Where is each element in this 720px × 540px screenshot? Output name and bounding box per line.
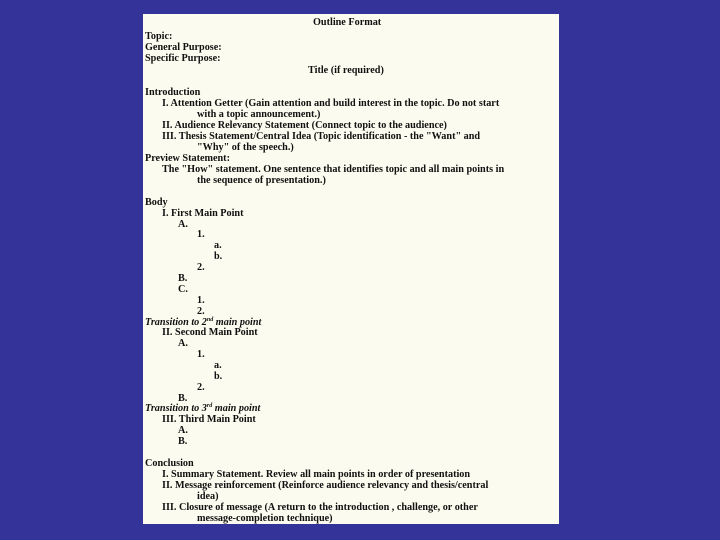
- second-subpoint-b: B.: [178, 393, 188, 404]
- summary-statement: I. Summary Statement. Review all main points in order of presentation: [162, 469, 471, 480]
- preview-line-2: the sequence of presentation.): [197, 175, 326, 186]
- transition-2nd-tail: main point: [213, 317, 262, 328]
- closure-of-message: III. Closure of message (A return to the introduction , challenge, or other: [162, 502, 478, 513]
- third-subpoint-b: B.: [178, 436, 188, 447]
- thesis-statement: III. Thesis Statement/Central Idea (Topic identification - the "Want" and: [162, 131, 481, 142]
- attention-getter-cont: with a topic announcement.): [197, 109, 321, 120]
- body-heading: Body: [145, 197, 168, 208]
- second-a-item-2: 2.: [197, 382, 205, 393]
- first-a-1-item-a: a.: [214, 240, 222, 251]
- third-main-point: III. Third Main Point: [162, 414, 256, 425]
- topic-label: Topic:: [145, 31, 173, 42]
- first-main-point: I. First Main Point: [162, 208, 244, 219]
- transition-3rd: [145, 403, 260, 414]
- message-reinforcement-cont: idea): [197, 491, 219, 502]
- audience-relevancy: II. Audience Relevancy Statement (Connect topic to the audience): [162, 120, 447, 131]
- preview-heading: Preview Statement:: [145, 153, 230, 164]
- introduction-heading: Introduction: [145, 87, 201, 98]
- first-a-1-item-b: b.: [214, 251, 223, 262]
- second-main-point: II. Second Main Point: [162, 327, 258, 338]
- transition-2nd-text: Transition to 2: [145, 317, 207, 328]
- transition-3rd-text: Transition to 3: [145, 403, 207, 414]
- preview-line-1: The "How" statement. One sentence that identifies topic and all main points in: [162, 164, 505, 175]
- general-purpose-label: General Purpose:: [145, 42, 222, 53]
- conclusion-heading: Conclusion: [145, 458, 194, 469]
- title-label: Title (if required): [308, 65, 384, 76]
- specific-purpose-label: Specific Purpose:: [145, 53, 221, 64]
- first-a-item-2: 2.: [197, 262, 205, 273]
- attention-getter: I. Attention Getter (Gain attention and build interest in the topic. Do not start: [162, 98, 500, 109]
- outline-page: [143, 14, 559, 524]
- second-a-1-item-b: b.: [214, 371, 223, 382]
- transition-2nd-sup: nd: [206, 317, 214, 323]
- second-a-1-item-a: a.: [214, 360, 222, 371]
- page-title: Outline Format: [313, 17, 382, 28]
- first-c-item-2: 2.: [197, 306, 205, 317]
- third-subpoint-a: A.: [178, 425, 188, 436]
- transition-3rd-tail: main point: [212, 403, 261, 414]
- first-subpoint-b: B.: [178, 273, 188, 284]
- thesis-statement-cont: "Why" of the speech.): [197, 142, 294, 153]
- transition-3rd-sup: rd: [206, 403, 213, 409]
- first-c-item-1: 1.: [197, 295, 205, 306]
- second-a-item-1: 1.: [197, 349, 205, 360]
- message-reinforcement: II. Message reinforcement (Reinforce audience relevancy and thesis/central: [162, 480, 489, 491]
- first-subpoint-a: A.: [178, 219, 188, 230]
- second-subpoint-a: A.: [178, 338, 188, 349]
- first-a-item-1: 1.: [197, 229, 205, 240]
- closure-of-message-cont: message-completion technique): [197, 513, 333, 524]
- first-subpoint-c: C.: [178, 284, 188, 295]
